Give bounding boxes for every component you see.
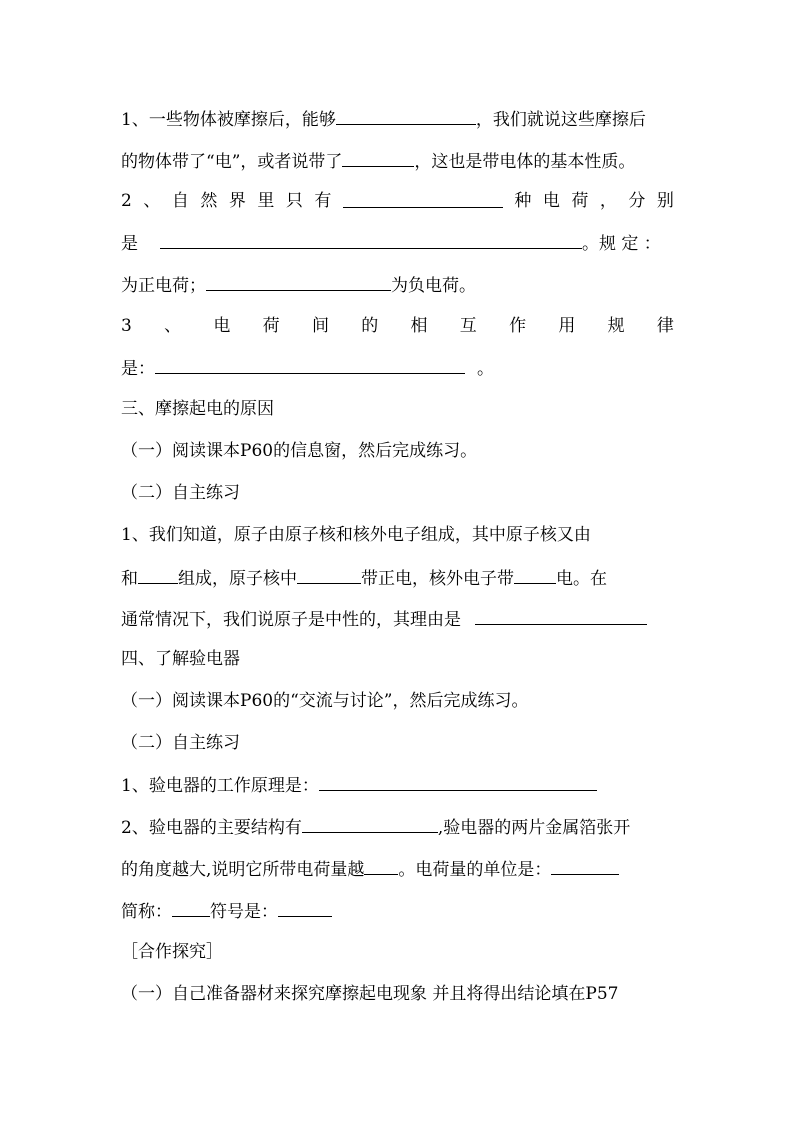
sec4-text: 符号是： [210,902,278,922]
sec3-text: 组成，原子核中 [178,569,297,589]
q1-line-2 [121,148,674,174]
q3-char: 3 [121,316,132,336]
q3-char: 相 [410,316,428,336]
q2-char: 分 [628,191,646,211]
q3-char: 、 [164,316,182,336]
section-3-q1-line-1: 1、我们知道，原子由原子核和核外电子组成，其中原子核又由 [121,525,591,545]
section-3-read: （一）阅读课本P60的信息窗，然后完成练习。 [121,441,478,461]
answer-blank[interactable] [297,565,361,584]
section-4-q2-line-2 [121,856,674,882]
q2-text: 为负电荷。 [391,276,476,296]
q2-line-2 [121,230,674,256]
q3-char: 作 [509,316,527,336]
q3-line-2 [121,355,674,381]
section-3-q1-line-2 [121,565,674,591]
q3-text: 。 [477,359,494,379]
q2-char: 界 [228,191,246,211]
q3-char: 荷 [262,316,280,336]
q2-line-3 [121,272,674,298]
answer-blank[interactable] [319,772,597,791]
answer-blank[interactable] [342,148,414,167]
q2-text: 是 [121,234,138,254]
answer-blank[interactable] [206,272,391,291]
q3-line-1 [121,314,674,338]
answer-blank[interactable] [155,355,465,374]
answer-blank[interactable] [336,106,476,125]
q3-char: 互 [459,316,477,336]
q2-text: 为正电荷； [121,276,206,296]
q2-char: 然 [200,191,218,211]
answer-blank[interactable] [302,814,438,833]
q3-char: 电 [213,316,231,336]
sec4-text: 简称： [121,902,172,922]
q2-char: 别 [656,191,674,211]
q3-char: 律 [656,316,674,336]
sec3-text: 通常情况下，我们说原子是中性的，其理由是 [121,610,461,630]
q3-char: 规 [607,316,625,336]
q2-char: 电 [542,191,560,211]
sec4-text: ,验电器的两片金属箔张开 [437,818,631,838]
answer-blank[interactable] [278,898,332,917]
section-4-q2-line-1 [121,814,674,840]
answer-blank[interactable] [364,856,398,875]
sec3-text: 带正电，核外电子带 [361,569,514,589]
section-4-q1 [121,772,674,798]
section-4-read: （一）阅读课本P60的“交流与讨论”，然后完成练习。 [121,691,529,711]
q3-char: 用 [558,316,576,336]
q2-char: 只 [285,191,303,211]
q3-text: 是： [121,359,155,379]
answer-blank[interactable] [475,606,647,625]
section-4-q2-line-3 [121,898,674,924]
q2-char: 2 [121,191,132,211]
section-4-title: 四、了解验电器 [121,649,240,669]
section-3-practice: （二）自主练习 [121,483,240,503]
q2-char: 自 [171,191,189,211]
q3-char: 间 [311,316,329,336]
answer-blank[interactable] [160,230,582,249]
coop-title: ［合作探究］ [121,942,223,962]
sec4-text: 。电荷量的单位是： [398,860,552,880]
q1-text-c: 的物体带了“电”，或者说带了 [121,152,343,172]
q2-char: 荷 [571,191,589,211]
section-3-title: 三、摩擦起电的原因 [121,399,274,419]
q2-text: 。规 定 ： [582,234,661,254]
q2-char: 里 [257,191,275,211]
q3-char: 的 [361,316,379,336]
answer-blank[interactable] [551,856,619,875]
q2-line-1 [121,189,674,213]
sec3-text: 电。在 [556,569,607,589]
sec4-text: 的角度越大,说明它所带电荷量越 [121,860,365,880]
q1-text-b: ，我们就说这些摩擦后 [475,110,646,130]
answer-blank[interactable] [343,189,503,208]
q1-text-d: ，这也是带电体的基本性质。 [414,152,636,172]
q2-char: 、 [143,191,161,211]
q1-line-1 [121,106,674,132]
q1-text-a: 1、一些物体被摩擦后，能够 [121,110,336,130]
sec3-text: 和 [121,569,138,589]
sec4-text: 2、验电器的主要结构有 [121,818,302,838]
q2-char: ， [599,191,617,211]
coop-item-1: （一）自己准备器材来探究摩擦起电现象 并且将得出结论填在P57 [121,984,619,1004]
answer-blank[interactable] [138,565,178,584]
section-3-q1-line-3 [121,606,674,632]
q2-char: 种 [514,191,532,211]
section-4-practice: （二）自主练习 [121,733,240,753]
answer-blank[interactable] [172,898,210,917]
sec4-text: 1、验电器的工作原理是： [121,776,319,796]
q2-char: 有 [314,191,332,211]
answer-blank[interactable] [514,565,556,584]
